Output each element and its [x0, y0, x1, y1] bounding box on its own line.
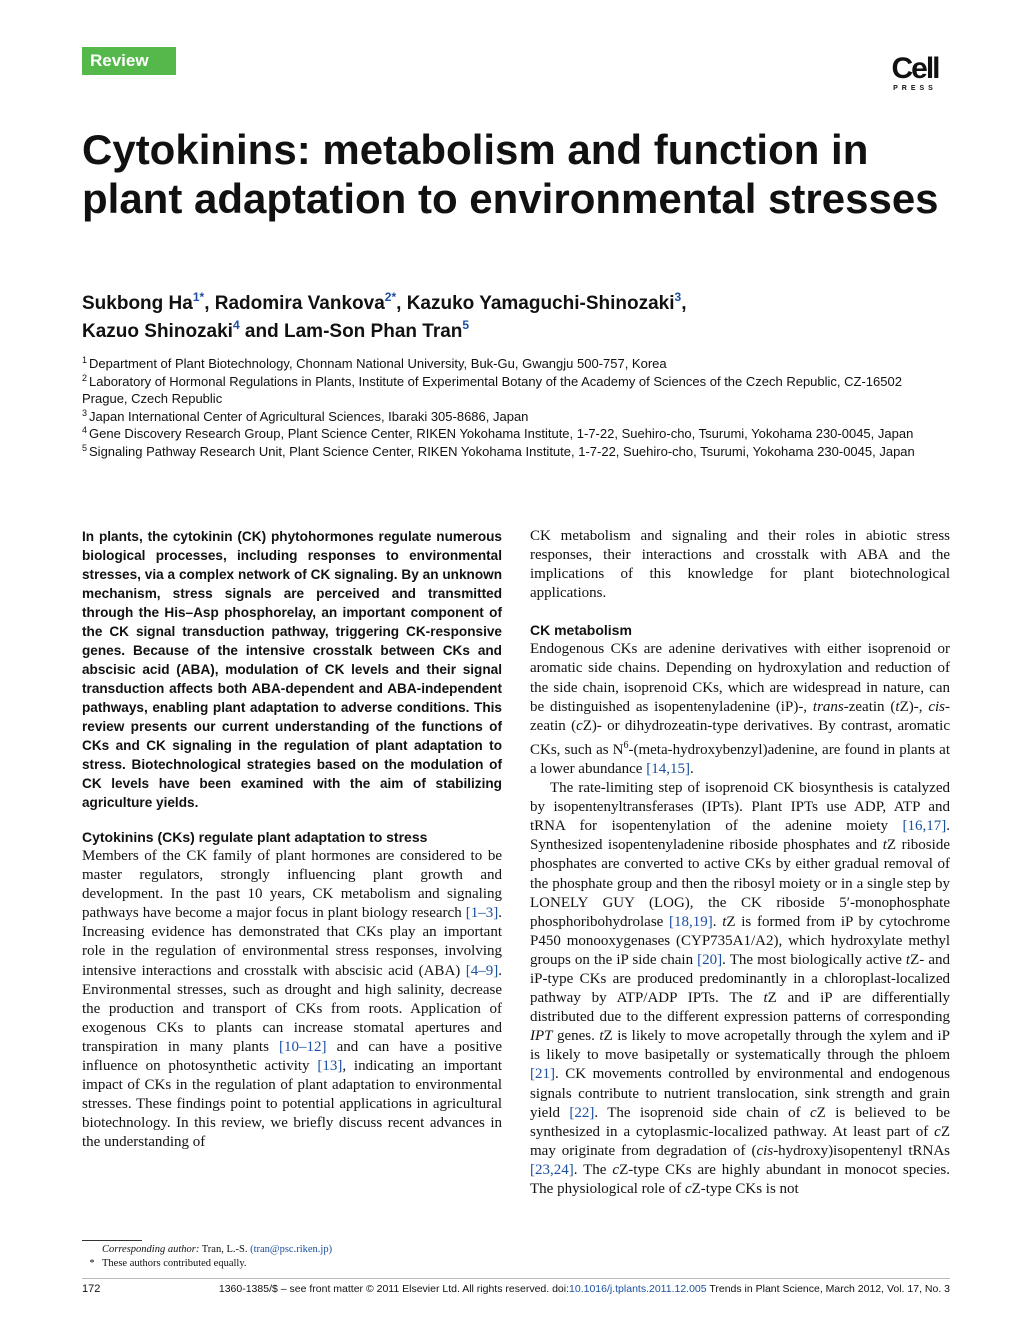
- citation-link[interactable]: [23,24]: [530, 1161, 574, 1178]
- italic-run: c: [612, 1161, 620, 1178]
- section-heading-stress: Cytokinins (CKs) regulate plant adaptation to stress: [82, 829, 428, 845]
- page-number: 172: [82, 1283, 101, 1295]
- text-run: Z may originate from degradation of (: [530, 1123, 950, 1159]
- affiliation: [82, 373, 950, 408]
- author-name: Lam-Son Phan Tran: [284, 321, 463, 342]
- author-affiliation-marker: 2*: [384, 290, 397, 304]
- text-run: Z is likely to move acropetally through the xylem and iP is likely to move basipetally or systematically through the phloem: [530, 1028, 950, 1064]
- text-run: Endogenous CKs are adenine derivatives with either isoprenoid or aromatic side chains. Depending on hydroxylation and reduction of the side chain, isoprenoid CKs, which are widespread in nature, can be distinguished as isopentenyladenine (iP)-,: [530, 641, 950, 715]
- article-title: Cytokinins: metabolism and function in plant adaptation to environmental stresses: [82, 126, 939, 222]
- affiliation-number: 3: [82, 407, 88, 418]
- author-affiliation-marker: 4: [232, 318, 240, 332]
- text-run: Z and iP are differentially distributed due to the different expression patterns of corresponding: [530, 990, 950, 1026]
- citation-link[interactable]: [10–12]: [279, 1038, 327, 1055]
- text-run: -(meta-hydroxybenzyl)adenine, are found in plants at a lower abundance: [530, 741, 950, 777]
- affiliation: [82, 425, 950, 443]
- text-run: Z- and iP-type CKs are produced predominantly in a chloroplast-localized pathway by ATP/ADP IPTs. The: [530, 951, 950, 1007]
- citation-link[interactable]: [21]: [530, 1066, 555, 1083]
- citation-link[interactable]: [20]: [697, 951, 723, 968]
- citation-link[interactable]: [13]: [317, 1058, 343, 1075]
- author-name: Kazuo Shinozaki: [82, 321, 233, 342]
- author-separator: and: [239, 321, 284, 342]
- citation-link[interactable]: [16,17]: [902, 818, 947, 835]
- italic-run: t: [722, 913, 727, 930]
- text-run: . Synthesized isopentenyladenine riboside phosphates and: [530, 818, 950, 854]
- italic-run: c: [576, 717, 583, 734]
- star-marker: *: [89, 1258, 95, 1269]
- affiliation-number: 5: [82, 442, 88, 453]
- footnote-rule: [82, 1240, 142, 1241]
- paragraph-metabolism-1: [530, 640, 950, 779]
- doi-link[interactable]: 10.1016/j.tplants.2011.12.005: [569, 1283, 707, 1295]
- affiliation: [82, 443, 950, 461]
- affiliation-number: 2: [82, 372, 88, 383]
- corresponding-name: Tran, L.-S.: [199, 1244, 251, 1255]
- text-run: Z is believed to be synthesized in a cytoplasmic-localized pathway. At least part of: [530, 1104, 951, 1140]
- citation-link[interactable]: [1–3]: [465, 905, 499, 922]
- italic-run: cis: [928, 698, 945, 715]
- paragraph-intro-continued: CK metabolism and signaling and their roles in abiotic stress responses, their interactions and crosstalk with ABA and the implications of this knowledge for plant biotechnological applications.: [530, 528, 950, 602]
- abstract: In plants, the cytokinin (CK) phytohormones regulate numerous biological processes, including responses to environmental stresses, via a complex network of CK signaling. By an unknown mechanism, stress signals are perceived and transmitted through the His–Asp phosphorelay, an important component of the CK signal transduction pathway, triggering CK-responsive genes. Because of the intensive crosstalk between CKs and abscisic acid (ABA), modulation of CK levels and their signal transduction affects both ABA-dependent and ABA-independent pathways, enabling plant adaptation to adverse conditions. This review presents our current understanding of the functions of CKs and CK signaling in the regulation of plant adaptation to stress. Biotechnological strategies based on the modulation of CK levels have been examined with the aim of stabilizing agriculture yields.: [82, 529, 502, 810]
- italic-run: IPT: [530, 1028, 553, 1045]
- right-column: [530, 527, 950, 1199]
- italic-run: t: [882, 837, 887, 854]
- italic-run: t: [905, 951, 911, 968]
- footer-rule: [82, 1278, 950, 1279]
- text-run: and can have a positive influence on photosynthetic activity: [82, 1038, 502, 1075]
- author-separator: ,: [681, 293, 687, 314]
- text-run: . The: [573, 1161, 613, 1178]
- superscript: 6: [623, 739, 629, 751]
- text-run: . Increasing evidence has demonstrated that CKs play an important role in the regulation of environmental stress responses, involving intensive interactions and crosstalk with abscisic acid (ABA): [82, 905, 502, 979]
- text-run: Z-type CKs are highly abundant in monocot species. The physiological role of: [530, 1161, 950, 1197]
- italic-run: t: [599, 1028, 604, 1045]
- footer-issn: 1360-1385/$ – see front matter © 2011 Elsevier Ltd. All rights reserved. doi:: [218, 1283, 570, 1295]
- author-name: Sukbong Ha: [82, 293, 193, 314]
- text-run: -hydroxy)isopentenyl tRNAs: [773, 1142, 950, 1159]
- text-run: -zeatin (: [843, 698, 896, 715]
- affiliation-text: Laboratory of Hormonal Regulations in Plants, Institute of Experimental Botany of the Academy of Sciences of the Czech Republic, CZ-16502 Prague, Czech Republic: [82, 373, 902, 406]
- text-run: Z is formed from iP by cytochrome P450 monooxygenases (CYP735A1/A2), which hydroxylate methyl groups on the iP side chain: [530, 913, 950, 968]
- footer-journal: Trends in Plant Science, March 2012, Vol. 17, No. 3: [706, 1283, 950, 1295]
- italic-run: trans: [812, 698, 844, 715]
- author-name: Kazuko Yamaguchi-Shinozaki: [406, 293, 675, 314]
- affiliation: [82, 355, 950, 373]
- affiliation-number: 1: [82, 355, 88, 365]
- section-heading-metabolism: CK metabolism: [530, 622, 632, 639]
- italic-run: t: [895, 698, 900, 715]
- footer-citation: [219, 1283, 950, 1295]
- email-link[interactable]: (tran@psc.riken.jp): [250, 1244, 333, 1255]
- author-affiliation-marker: 3: [674, 290, 682, 304]
- text-run: . The isoprenoid side chain of: [594, 1104, 810, 1121]
- paragraph-metabolism-2: [530, 779, 950, 1199]
- author-affiliation-marker: 1*: [192, 290, 205, 304]
- cell-press-logo: [880, 52, 950, 92]
- italic-run: c: [934, 1123, 941, 1140]
- affiliations: [82, 355, 950, 460]
- italic-run: c: [684, 1181, 692, 1197]
- affiliation-text: Department of Plant Biotechnology, Chonnam National University, Buk-Gu, Gwangju 500-757, Korea: [89, 356, 667, 371]
- affiliation-text: Gene Discovery Research Group, Plant Science Center, RIKEN Yokohama Institute, 1-7-22, Suehiro-cho, Tsurumi, Yokohama 230-0045, Japan: [89, 426, 914, 441]
- affiliation: [82, 408, 950, 426]
- corresponding-author-note: [82, 1243, 502, 1257]
- text-run: Z riboside phosphates are converted to active CKs by either gradual removal of the phosphate group and then the ribosyl moiety or in a single step by LONELY GUY (LOG), the CK riboside 5′-monophosphate phosphoribohydrolase: [530, 837, 950, 930]
- equal-contribution-note: [82, 1257, 502, 1271]
- text-run: genes.: [552, 1028, 600, 1045]
- left-column: [82, 527, 502, 1153]
- affiliation-text: Japan International Center of Agricultural Sciences, Ibaraki 305-8686, Japan: [89, 408, 529, 424]
- logo-press: PRESS: [893, 85, 937, 92]
- citation-link[interactable]: [14,15]: [646, 760, 690, 777]
- italic-run: t: [763, 990, 768, 1007]
- affiliation-text: Signaling Pathway Research Unit, Plant Science Center, RIKEN Yokohama Institute, 1-7-22, Suehiro-cho, Tsurumi, Yokohama 230-0045, Japan: [89, 443, 915, 459]
- footnotes: [82, 1243, 502, 1271]
- corresponding-label: Corresponding author:: [102, 1244, 200, 1255]
- text-run: .: [689, 760, 694, 777]
- text-run: The rate-limiting step of isoprenoid CK biosynthesis is catalyzed by isopentenyltransferases (IPTs). Plant IPTs use ADP, ATP and tRNA for isopentenylation of the adenine moiety: [530, 780, 950, 835]
- text-run: . CK movements controlled by environmental and endogenous signals contribute to nutrient translocation, sink strength and grain yield: [530, 1066, 950, 1121]
- author-separator: ,: [204, 293, 215, 314]
- text-run: -zeatin (: [530, 698, 950, 734]
- text-run: Z)-,: [899, 698, 929, 715]
- equal-contribution-text: These authors contributed equally.: [102, 1258, 247, 1269]
- text-run: Z)- or dihydrozeatin-type derivatives. By contrast, aromatic CKs, such as N: [530, 717, 950, 758]
- author-list: [82, 290, 962, 346]
- text-run: Z-type CKs is not: [691, 1181, 799, 1197]
- citation-link[interactable]: [22]: [569, 1104, 595, 1121]
- author-affiliation-marker: 5: [462, 318, 470, 332]
- italic-run: c: [809, 1104, 817, 1121]
- text-run: . The most biologically active: [722, 951, 906, 968]
- logo-word: Cell: [891, 52, 939, 85]
- section-badge: Review: [82, 47, 176, 75]
- author-separator: ,: [396, 293, 407, 314]
- text-run: Members of the CK family of plant hormones are considered to be master regulators, strongly influencing plant growth and development. In the past 10 years, CK metabolism and signaling pathways have become a major focus in plant biology research: [82, 848, 502, 922]
- paragraph-stress: [82, 847, 502, 1153]
- author-name: Radomira Vankova: [214, 293, 385, 314]
- text-run: . Environmental stresses, such as drought and high salinity, decrease the production and transport of CKs from roots. Application of exogenous CKs to plants can increase stomatal apertures and transpiration in many plants: [82, 962, 502, 1055]
- italic-run: cis: [756, 1142, 774, 1159]
- text-run: .: [712, 913, 723, 930]
- text-run: , indicating an important impact of CKs in the regulation of plant adaptation to environmental stresses. These findings point to potential applications in agricultural biotechnology. In this review, we briefly discuss recent advances in the understanding of: [82, 1058, 502, 1151]
- citation-link[interactable]: [4–9]: [465, 962, 499, 979]
- citation-link[interactable]: [18,19]: [669, 913, 713, 930]
- affiliation-number: 4: [82, 425, 88, 435]
